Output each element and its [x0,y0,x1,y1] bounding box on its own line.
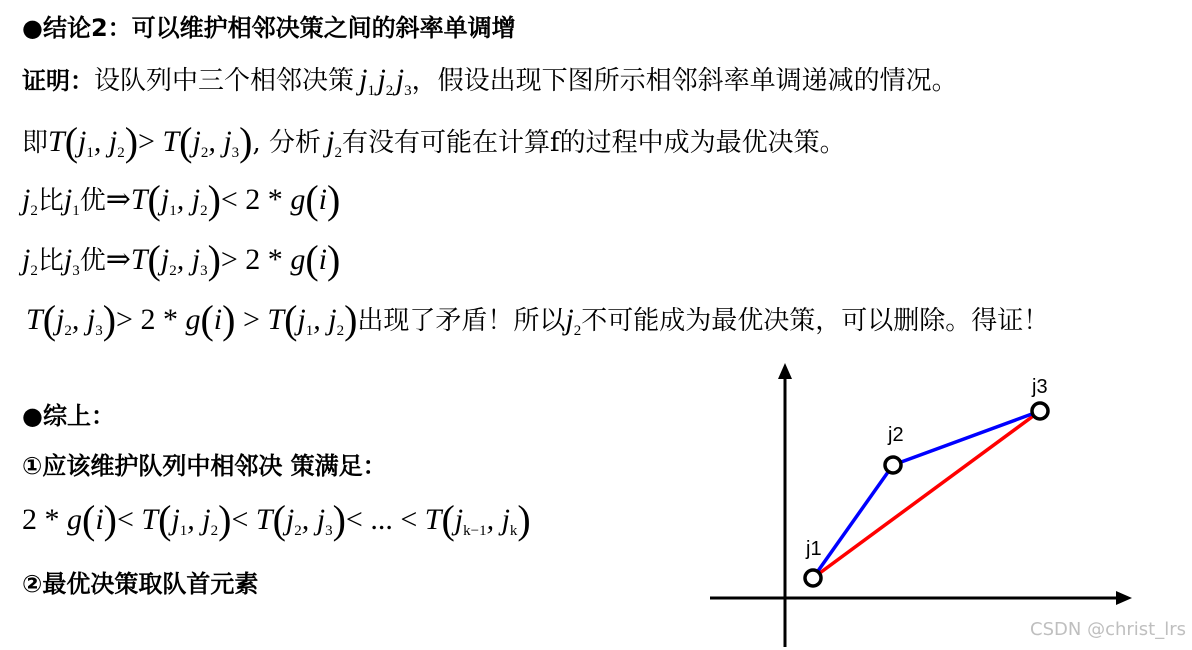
point-j1 [805,570,821,586]
line3-mid: 分析 [269,128,322,158]
conclusion-heading [22,14,516,43]
line6-mid: 出现了矛盾！所以 [357,306,566,336]
slope-diagram [700,355,1160,650]
line5-bi: 比 [37,246,64,276]
proof-text-before: 设队列中三个相邻决策 [94,66,355,96]
blue-segment-j1-j2 [813,465,893,578]
math-monotonic-chain: $2 * g(i)< T(j_1$, $j_2)< T(j_2$, $j_3)<$ ... < $T(j_{k-1}$, $j_k$) [22,497,531,542]
label-j1: j1 [806,538,822,560]
proof-label: 证明： [22,67,94,95]
math-j1: $j_1$ [63,183,80,219]
bullet: ● [22,402,43,430]
csdn-watermark: CSDN @christ_lrs [1030,619,1186,640]
summary-heading [22,402,115,431]
conclusion-text: 结论2：可以维护相邻决策之间的斜率单调增 [42,14,516,42]
math-j2: $j_2$ [22,243,38,279]
line-5 [22,237,341,282]
line4-you: 优 [79,186,106,216]
line5-you: 优 [79,246,106,276]
label-j2: j2 [888,424,904,446]
bullet: ● [22,14,43,42]
label-j3: j3 [1032,376,1048,398]
proof-line [22,62,958,100]
line6-end: 不可能成为最优决策，可以删除。得证！ [581,306,1050,336]
math-implies-T-j2-j3-gt-2g: $\Rightarrow T(j_2$, $j_3)> 2 * g(i)$ [105,237,341,282]
math-implies-T-j1-j2-lt-2g: $\Rightarrow T(j_1$, $j_2)< 2 * g(i)$ [105,177,341,222]
math-contradiction-chain: $T(j_2$, $j_3)> 2 * g(i) > T(j_1$, $j_2$) [26,297,358,342]
line-3: 即$T(j_1$, $j_2)> T(j_2$, $j_3$), 分析 $j_2$有没有可能在计算f的过程中成为最优决策。 [22,119,846,164]
line4-bi: 比 [37,186,64,216]
point-j3 [1032,403,1048,419]
point-j2 [885,457,901,473]
inequality-chain [22,497,531,542]
y-axis-arrow [778,363,792,379]
line3-end: 有没有可能在计算f的过程中成为最优决策。 [341,128,846,158]
summary-label: 综上： [42,402,115,430]
x-axis-arrow [1116,591,1132,605]
summary-item-1: ①应该维护队列中相邻决 策满足： [22,452,387,480]
math-j3: $j_3$ [63,243,80,279]
math-T-j1-j2-gt-T-j2-j3: $T(j_1$, $j_2)> T(j_2$, $j_3$) [48,119,253,164]
math-j2: $j_2$ [326,125,342,161]
line-6 [26,297,1050,342]
math-j2: $j_2$ [565,303,582,339]
line-4 [22,177,341,222]
blue-segment-j2-j3 [893,411,1040,465]
math-j1-j2-j3: $j_1$ $j_2$ $j_3$ [359,63,412,99]
line3-prefix: 即 [22,128,49,158]
math-j2: $j_2$ [22,183,38,219]
red-segment-j1-j3 [813,411,1040,578]
summary-item-2: ②最优决策取队首元素 [22,570,259,598]
proof-text-after: ，假设出现下图所示相邻斜率单调递减的情况。 [411,66,958,96]
